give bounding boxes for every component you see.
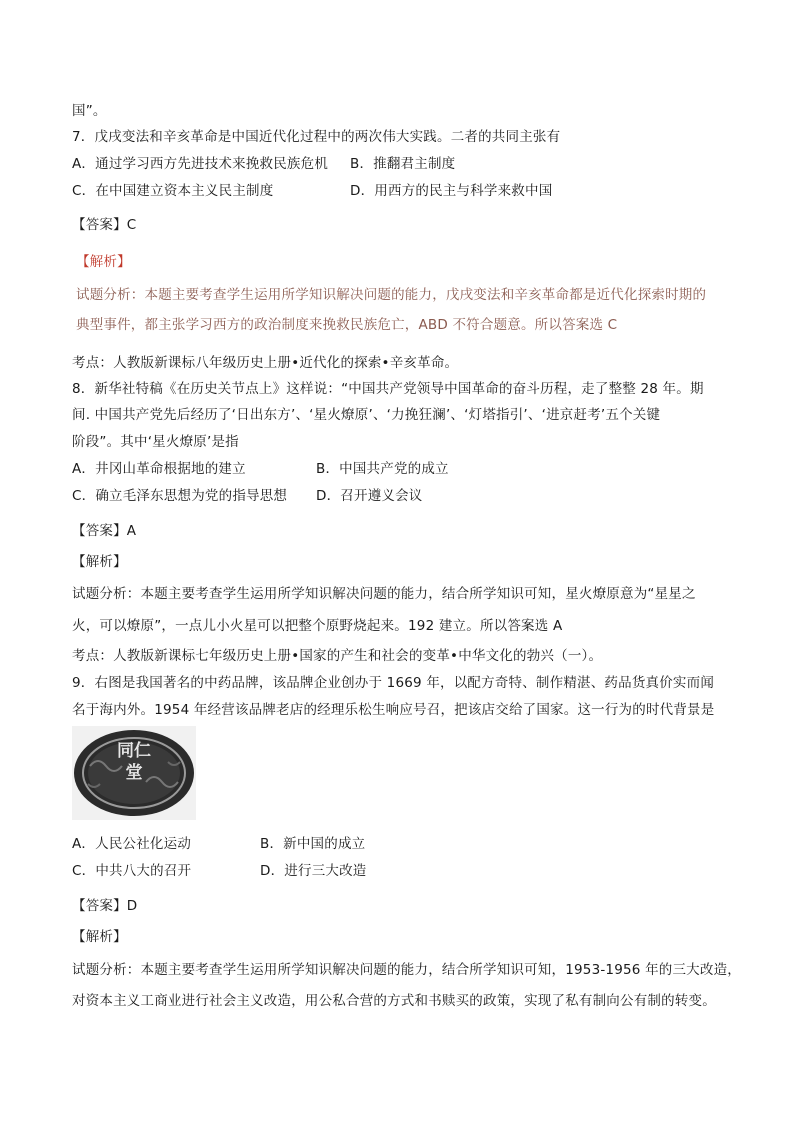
question-8-stem-line-3: 阶段”。其中‘星火燎原’是指: [72, 434, 239, 450]
q8-knowledge-point: 考点：人教版新课标七年级历史上册•国家的产生和社会的变革•中华文化的勃兴（一）。: [72, 648, 603, 664]
stamp-brand-text: 同仁堂: [117, 741, 151, 783]
q9-answer: 【答案】D: [72, 898, 138, 914]
q9-analysis-label: 【解析】: [72, 929, 127, 945]
q7-answer: 【答案】C: [72, 217, 137, 233]
question-9-stem-line-2: 名于海内外。1954 年经营该品牌老店的经理乐松生响应号召，把该店交给了国家。这一行为的时代背景是: [72, 702, 715, 718]
q7-option-a: A．通过学习西方先进技术来挽救民族危机: [72, 156, 329, 172]
q8-analysis-line-1: 试题分析：本题主要考查学生运用所学知识解决问题的能力，结合所学知识可知，星火燎原意为“星星之: [72, 586, 696, 602]
q8-analysis-line-2: 火，可以燎原”，一点儿小火星可以把整个原野烧起来。192 建立。所以答案选 A: [72, 618, 563, 634]
q9-analysis-line-1: 试题分析：本题主要考查学生运用所学知识解决问题的能力，结合所学知识可知，1953-1956 年的三大改造，: [72, 962, 741, 978]
q9-option-d: D．进行三大改造: [260, 863, 367, 879]
question-8-stem-line-1: 8．新华社特稿《在历史关节点上》这样说：“中国共产党领导中国革命的奋斗历程，走了整整 28 年。期: [72, 381, 704, 397]
q7-knowledge-point: 考点：人教版新课标八年级历史上册•近代化的探索•辛亥革命。: [72, 355, 459, 371]
q7-analysis-line-1: 试题分析：本题主要考查学生运用所学知识解决问题的能力，戊戌变法和辛亥革命都是近代化探索时期的: [76, 287, 707, 303]
q9-option-a: A．人民公社化运动: [72, 836, 192, 852]
question-8-stem-line-2: 间. 中国共产党先后经历了‘日出东方’、‘星火燎原’、‘力挽狂澜’、‘灯塔指引’、‘进京赶考’五个关键: [72, 407, 661, 423]
q8-option-a: A．井冈山革命根据地的建立: [72, 461, 246, 477]
q8-option-c: C．确立毛泽东思想为党的指导思想: [72, 488, 288, 504]
q9-option-b: B．新中国的成立: [260, 836, 366, 852]
q8-option-d: D．召开遵义会议: [316, 488, 423, 504]
q8-option-b: B．中国共产党的成立: [316, 461, 449, 477]
text-line-continuation: 国”。: [72, 103, 107, 119]
q7-option-c: C．在中国建立资本主义民主制度: [72, 183, 274, 199]
q7-option-d: D．用西方的民主与科学来救中国: [350, 183, 553, 199]
q9-option-c: C．中共八大的召开: [72, 863, 192, 879]
q7-analysis-line-2: 典型事件，都主张学习西方的政治制度来挽救民族危亡，ABD 不符合题意。所以答案选 C: [76, 317, 618, 333]
q8-analysis-label: 【解析】: [72, 554, 127, 570]
question-7-stem: 7．戊戌变法和辛亥革命是中国近代化过程中的两次伟大实践。二者的共同主张有: [72, 129, 561, 145]
tongrentang-stamp-image: [72, 726, 196, 820]
q9-analysis-line-2: 对资本主义工商业进行社会主义改造，用公私合营的方式和书赎买的政策，实现了私有制向公有制的转变。: [72, 993, 716, 1009]
q7-analysis-label: 【解析】: [76, 254, 131, 270]
q8-answer: 【答案】A: [72, 523, 137, 539]
question-9-stem-line-1: 9．右图是我国著名的中药品牌，该品牌企业创办于 1669 年，以配方奇特、制作精湛、药品货真价实而闻: [72, 675, 715, 691]
q7-option-b: B．推翻君主制度: [350, 156, 456, 172]
